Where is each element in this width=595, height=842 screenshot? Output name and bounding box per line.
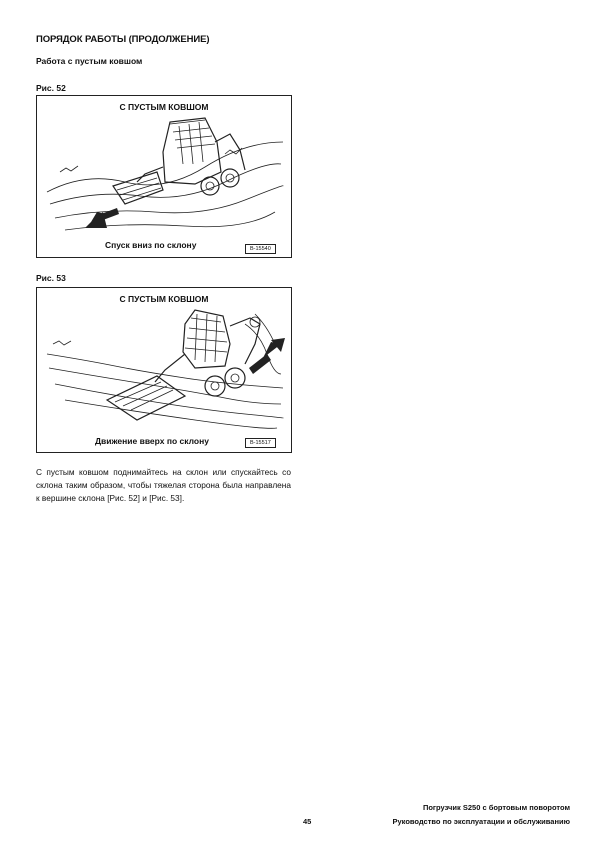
figure-52-label: Рис. 52 [36,83,66,93]
loader-downhill-illustration [45,112,285,236]
page-heading: ПОРЯДОК РАБОТЫ (ПРОДОЛЖЕНИЕ) [36,34,210,45]
figure-53-label: Рис. 53 [36,273,66,283]
figure-53-caption: Движение вверх по склону [95,436,209,446]
page-number: 45 [303,817,312,826]
figure-52 [36,95,292,258]
figure-52-code: B-15540 [245,244,276,254]
footer-product-line: Погрузчик S250 с бортовым поворотом [422,803,570,812]
figure-52-caption: Спуск вниз по склону [105,240,197,250]
section-subheading: Работа с пустым ковшом [36,56,143,66]
body-paragraph: С пустым ковшом поднимайтесь на склон или спускайтесь со склона таким образом, чтобы тяжелая сторона была направлена к вершине склона [Рис. 52] и [Рис. 53]. [36,467,291,503]
figure-53 [36,287,292,453]
figure-53-code: B-15517 [245,438,276,448]
loader-uphill-illustration [45,304,285,432]
figure-53-title: С ПУСТЫМ КОВШОМ [119,294,209,304]
figure-52-title: С ПУСТЫМ КОВШОМ [119,102,209,112]
footer-manual-title: Руководство по эксплуатации и обслуживанию [392,817,570,826]
